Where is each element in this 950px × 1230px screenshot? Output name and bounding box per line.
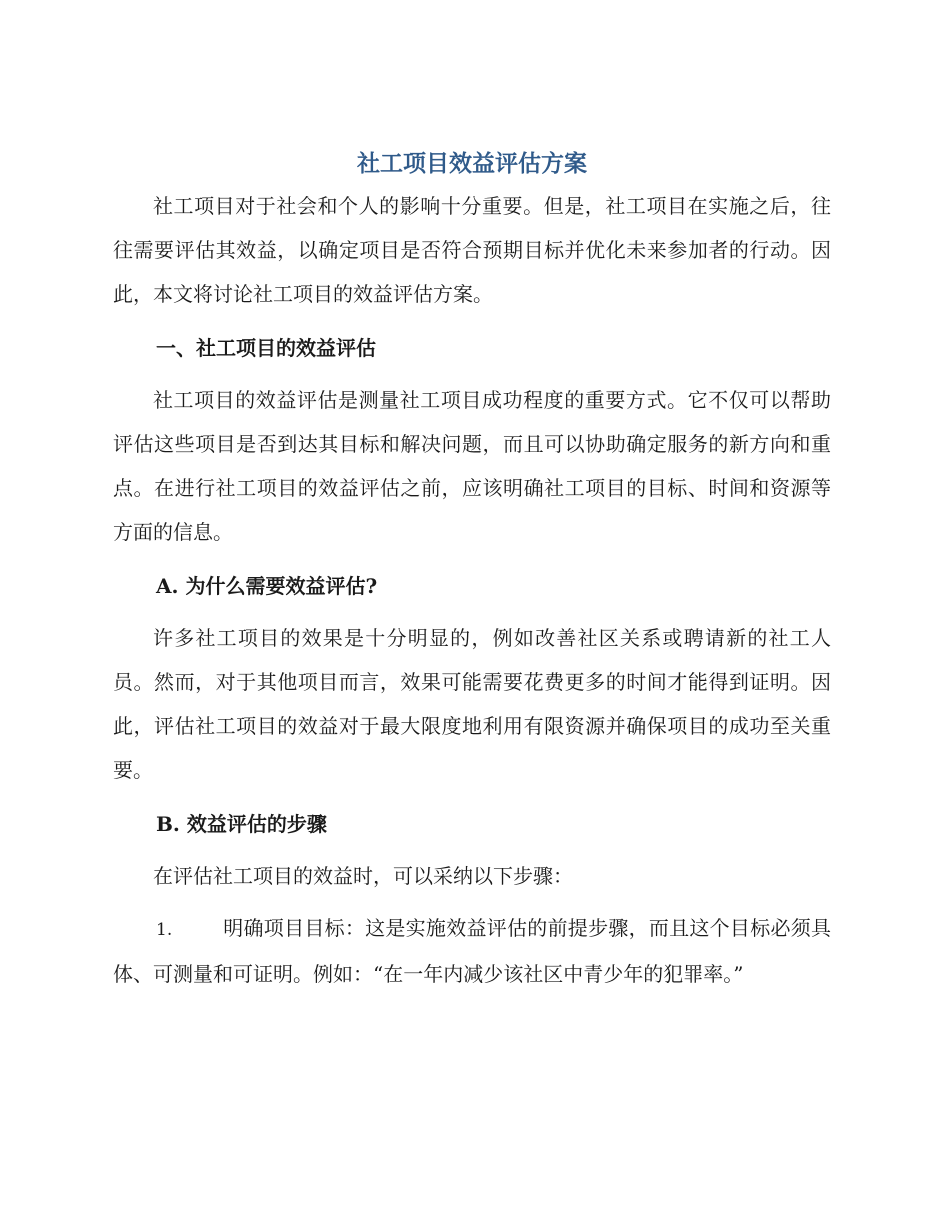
document-content (113, 146, 831, 996)
section-b-heading: B. 效益评估的步骤 (156, 812, 327, 836)
document-title: 社工项目效益评估方案 (357, 151, 587, 177)
section-1-paragraph: 社工项目的效益评估是测量社工项目成功程度的重要方式。它不仅可以帮助评估这些项目是否到达其目标和解决问题，而且可以协助确定服务的新方向和重点。在进行社工项目的效益评估之前，应该明确社工项目的目标、时间和资源等方面的信息。 (113, 388, 831, 544)
list-item-number: 1. (156, 920, 173, 940)
section-1-heading: 一、社工项目的效益评估 (156, 336, 376, 360)
list-item (113, 906, 831, 996)
section-b-intro: 在评估社工项目的效益时，可以采纳以下步骤： (153, 864, 573, 888)
list-item-text: 明确项目目标：这是实施效益评估的前提步骤，而且这个目标必须具体、可测量和可证明。例如：“在一年内减少该社区中青少年的犯罪率。” (113, 916, 831, 986)
section-a-paragraph: 许多社工项目的效果是十分明显的，例如改善社区关系或聘请新的社工人员。然而，对于其他项目而言，效果可能需要花费更多的时间才能得到证明。因此，评估社工项目的效益对于最大限度地利用有限资源并确保项目的成功至关重要。 (113, 626, 831, 782)
section-a-heading: A. 为什么需要效益评估? (156, 574, 378, 598)
intro-paragraph: 社工项目对于社会和个人的影响十分重要。但是，社工项目在实施之后，往往需要评估其效益，以确定项目是否符合预期目标并优化未来参加者的行动。因此，本文将讨论社工项目的效益评估方案。 (113, 194, 831, 306)
